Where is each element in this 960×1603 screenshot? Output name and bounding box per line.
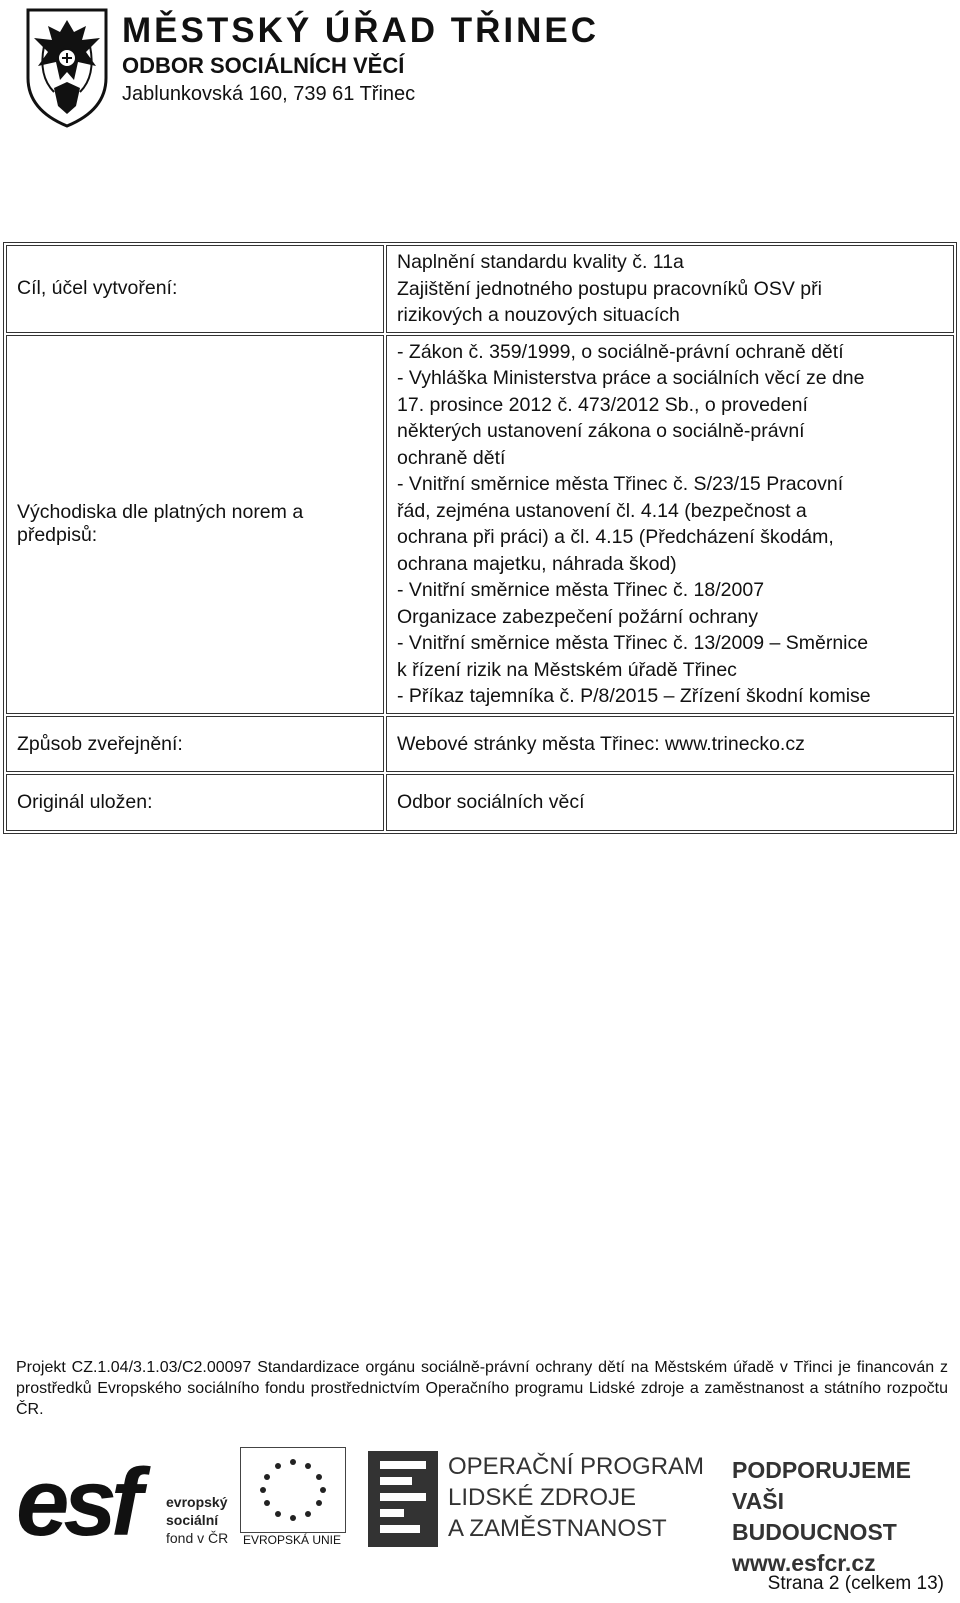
eu-logo-label: EVROPSKÁ UNIE (242, 1533, 342, 1547)
funding-logos (16, 1447, 948, 1576)
table-row (6, 774, 954, 831)
row-label: Originál uložen: (6, 774, 384, 831)
project-funding-note: Projekt CZ.1.04/3.1.03/C2.00097 Standardizace orgánu sociálně-právní ochrany dětí na Městském úřadě v Třinci je financován z prostředků Evropského sociálního fondu prostřednictvím Operačního programu Lidské zdroje a zaměstnanost a státního rozpočtu ČR. (16, 1359, 948, 1418)
slogan-line: PODPORUJEME (732, 1457, 911, 1483)
row-value (386, 716, 954, 773)
value-line: k řízení rizik na Městském úřadě Třinec (397, 658, 737, 681)
value-line: - Vnitřní směrnice města Třinec č. S/23/15 Pracovní (397, 473, 844, 495)
original-location: Odbor sociálních věcí (397, 791, 585, 813)
table-row (6, 245, 954, 333)
eu-stars-icon (240, 1447, 346, 1533)
city-coat-of-arms-icon (24, 6, 110, 130)
esf-logo-line: fond v ČR (166, 1530, 229, 1546)
value-line: ochrana majetku, náhrada škod) (397, 552, 677, 575)
value-line: Naplnění standardu kvality č. 11a (397, 251, 684, 273)
esf-logo-word: esf (16, 1449, 137, 1556)
support-slogan (732, 1455, 948, 1579)
value-line: - Zákon č. 359/1999, o sociálně-právní ochraně dětí (397, 340, 844, 363)
esf-website-text: www.esfcr.cz (732, 1550, 876, 1576)
table-row (6, 716, 954, 773)
office-title: MĚSTSKÝ ÚŘAD TŘINEC (122, 11, 600, 50)
table-row (6, 335, 954, 714)
value-line: - Vnitřní směrnice města Třinec č. 13/2009 – Směrnice (397, 632, 869, 654)
row-label: Způsob zveřejnění: (6, 716, 384, 773)
value-line: rizikových a nouzových situacích (397, 304, 680, 326)
value-line: některých ustanovení zákona o sociálně-právní (397, 420, 805, 442)
value-line: ochraně dětí (397, 446, 506, 469)
value-line: ochrana při práci) a čl. 4.15 (Předcházení škodám, (397, 526, 834, 548)
row-value (386, 774, 954, 831)
op-logo-line: A ZAMĚSTNANOST (448, 1515, 667, 1542)
value-line: řád, zejména ustanovení čl. 4.14 (bezpečnost a (397, 499, 807, 522)
publication-website: Webové stránky města Třinec: www.trinecko.cz (397, 732, 805, 755)
letterhead (24, 6, 944, 136)
value-line: Zajištění jednotného postupu pracovníků OSV při (397, 277, 822, 300)
row-label: Východiska dle platných norem a předpisů: (6, 335, 384, 714)
eu-logo (240, 1447, 344, 1551)
esf-logo-line: sociální (166, 1512, 219, 1528)
value-line: - Vyhláška Ministerstva práce a sociálních věcí ze dne (397, 367, 865, 389)
op-lzz-logo-icon (368, 1451, 438, 1547)
row-value (386, 335, 954, 714)
page-number: Strana 2 (celkem 13) (767, 1573, 944, 1594)
value-line: - Příkaz tajemníka č. P/8/2015 – Zřízení škodní komise (397, 685, 871, 707)
office-address: Jablunkovská 160, 739 61 Třinec (122, 83, 416, 105)
department-name: ODBOR SOCIÁLNÍCH VĚCÍ (122, 53, 405, 78)
value-line: Organizace zabezpečení požární ochrany (397, 605, 758, 628)
esf-logo-line: evropský (166, 1494, 228, 1510)
row-value (386, 245, 954, 333)
row-label: Cíl, účel vytvoření: (6, 245, 384, 333)
op-logo-line: LIDSKÉ ZDROJE (448, 1484, 637, 1511)
value-line: - Vnitřní směrnice města Třinec č. 18/2007 (397, 579, 765, 601)
op-logo-line: OPERAČNÍ PROGRAM (448, 1453, 705, 1480)
document-info-table (3, 242, 957, 834)
value-line: 17. prosince 2012 č. 473/2012 Sb., o provedení (397, 393, 808, 416)
slogan-line: VAŠI BUDOUCNOST (732, 1488, 897, 1545)
op-lzz-logo-text (448, 1451, 704, 1544)
